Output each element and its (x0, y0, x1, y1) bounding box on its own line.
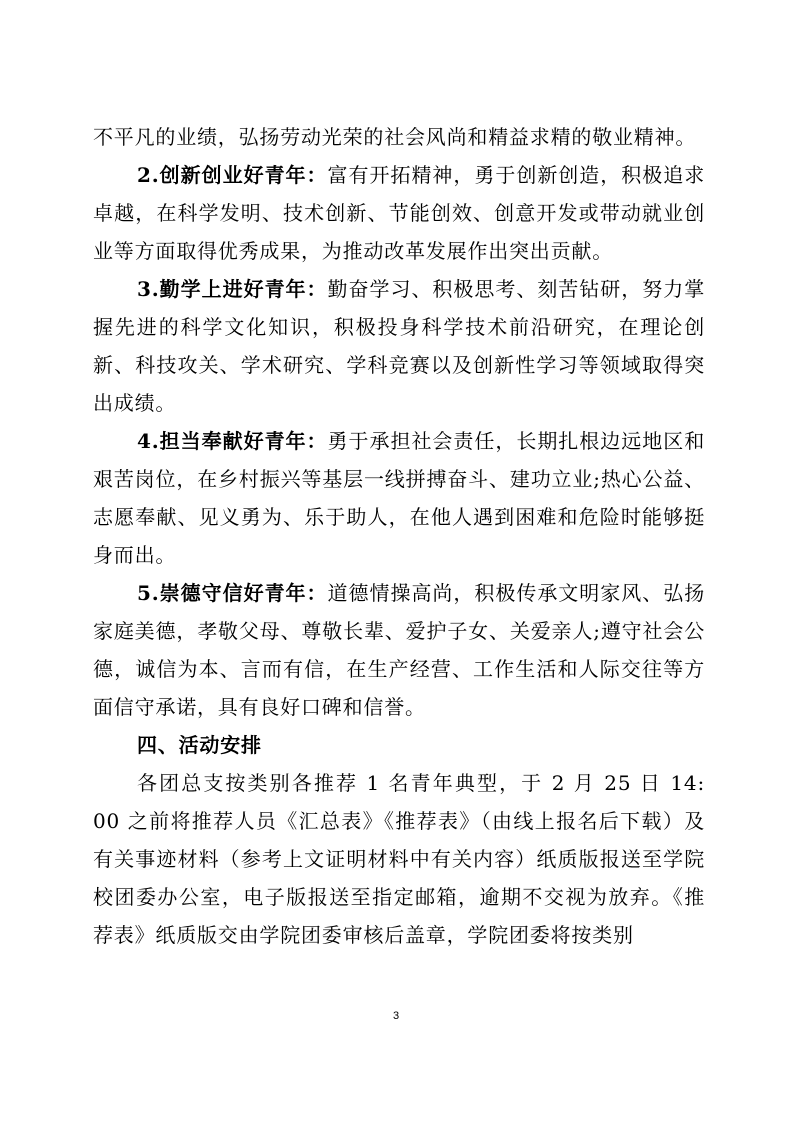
document-body (93, 118, 705, 954)
paragraph-diligent-youth (93, 270, 705, 422)
paragraph-title: 4.担当奉献好青年： (137, 429, 328, 453)
paragraph-text: 勤奋学习、积极思考、刻苦钻研，努力掌握先进的科学文化知识，积极投身科学技术前沿研究，在理论创新、科技攻关、学术研究、学科竞赛以及创新性学习等领域取得突出成绩。 (93, 277, 705, 415)
paragraph-text: 各团总支按类别各推荐 1 名青年典型，于 2 月 25 日 14: 00 之前将推荐人员《汇总表》《推荐表》（由线上报名后下载）及有关事迹材料（参考上文证明材料中有关内容）纸质版报送至学院校团委办公室，电子版报送至指定邮箱，逾期不交视为放弃。《推荐表》纸质版交由学院团委审核后盖章，学院团委将按类别 (93, 771, 705, 947)
section-heading: 四、活动安排 (137, 733, 262, 757)
page-number: 3 (392, 1010, 400, 1022)
paragraph-innovation-youth (93, 156, 705, 270)
paragraph-text: 富有开拓精神，勇于创新创造，积极追求卓越，在科学发明、技术创新、节能创效、创意开发或带动就业创业等方面取得优秀成果，为推动改革发展作出突出贡献。 (93, 163, 705, 263)
paragraph-arrangement (93, 764, 705, 954)
paragraph-text: 不平凡的业绩，弘扬劳动光荣的社会风尚和精益求精的敬业精神。 (93, 125, 697, 149)
paragraph-dedication-youth (93, 422, 705, 574)
paragraph-title: 2.创新创业好青年： (137, 163, 328, 187)
paragraph-text: 道德情操高尚，积极传承文明家风、弘扬家庭美德，孝敬父母、尊敬长辈、爱护子女、关爱亲人;遵守社会公德，诚信为本、言而有信，在生产经营、工作生活和人际交往等方面信守承诺，具有良好口碑和信誉。 (93, 581, 705, 719)
paragraph-continuation (93, 118, 705, 156)
paragraph-text: 勇于承担社会责任，长期扎根边远地区和艰苦岗位，在乡村振兴等基层一线拼搏奋斗、建功立业;热心公益、志愿奉献、见义勇为、乐于助人，在他人遇到困难和危险时能够挺身而出。 (93, 429, 705, 567)
paragraph-title: 5.崇德守信好青年： (137, 581, 328, 605)
paragraph-integrity-youth (93, 574, 705, 726)
paragraph-title: 3.勤学上进好青年： (137, 277, 328, 301)
